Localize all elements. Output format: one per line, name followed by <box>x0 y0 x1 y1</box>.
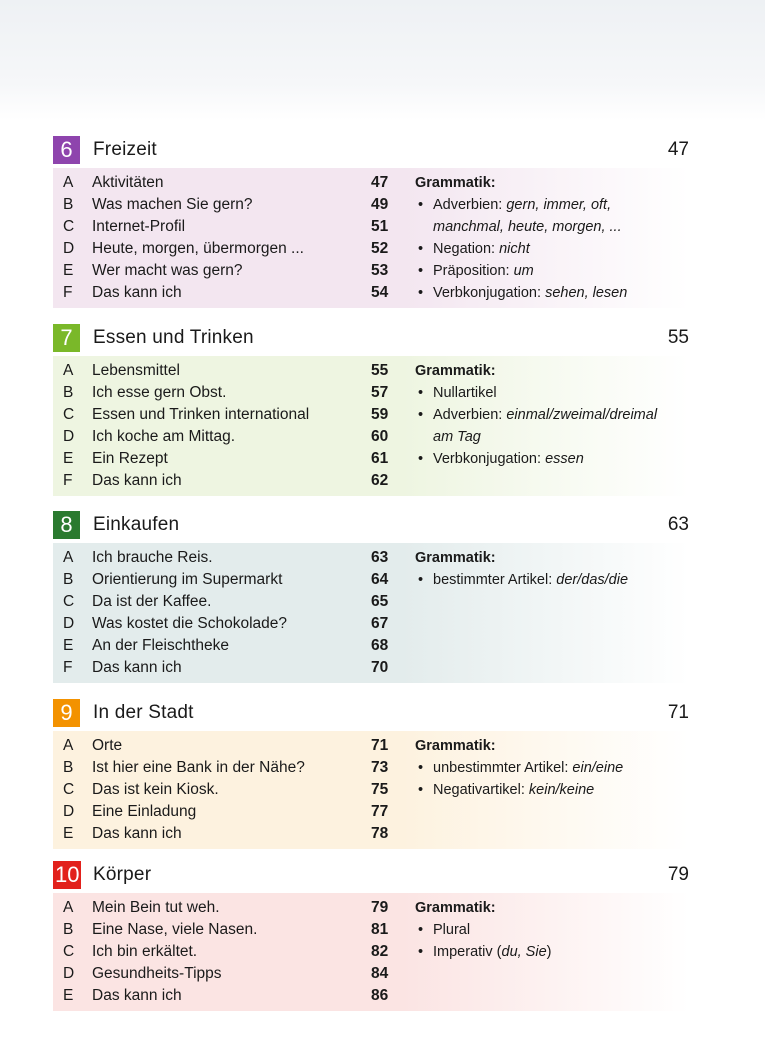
lesson-page-number: 81 <box>371 921 389 938</box>
grammar-item <box>415 569 687 591</box>
lesson-page-number: 54 <box>371 284 389 301</box>
lesson-title: Da ist der Kaffee. <box>92 593 212 610</box>
lesson-letter: E <box>63 450 74 467</box>
chapter-number-badge: 9 <box>53 699 80 727</box>
chapter-header <box>53 511 689 543</box>
lesson-title: Ich brauche Reis. <box>92 549 213 566</box>
grammar-item-example: ein/eine <box>572 760 624 776</box>
chapter-lesson-band <box>53 168 689 308</box>
lesson-title: Gesundheits-Tipps <box>92 965 222 982</box>
lesson-letter: B <box>63 196 74 213</box>
grammar-item-continuation: am Tag <box>433 429 481 445</box>
grammar-item-label: Präposition: <box>433 263 514 279</box>
lesson-letter: E <box>63 987 74 1004</box>
grammar-box <box>415 735 687 801</box>
top-header-band <box>0 0 765 120</box>
grammar-item-label: Verbkonjugation: <box>433 285 546 301</box>
grammar-item-label: Negation: <box>433 241 500 257</box>
lesson-title: Orientierung im Supermarkt <box>92 571 283 588</box>
lesson-page-number: 64 <box>371 571 389 588</box>
lesson-page-number: 78 <box>371 825 389 842</box>
lesson-title: Das kann ich <box>92 825 182 842</box>
grammar-item <box>415 260 687 282</box>
grammar-heading: Grammatik: <box>415 550 496 566</box>
lesson-page-number: 77 <box>371 803 389 820</box>
chapter-number-badge: 7 <box>53 324 80 352</box>
chapter-title: In der Stadt <box>93 702 194 723</box>
lesson-page-number: 84 <box>371 965 389 982</box>
grammar-item-label: Nullartikel <box>433 385 497 401</box>
lesson-page-number: 60 <box>371 428 389 445</box>
lesson-title: Orte <box>92 737 123 754</box>
chapter-7 <box>53 324 689 496</box>
grammar-item <box>415 779 687 801</box>
grammar-item-example: du, Sie <box>501 944 547 960</box>
grammar-heading: Grammatik: <box>415 900 496 916</box>
grammar-item-label: bestimmter Artikel: <box>433 572 557 588</box>
chapter-8 <box>53 511 689 683</box>
lesson-letter: F <box>63 659 73 676</box>
grammar-box <box>415 547 687 591</box>
lesson-letter: E <box>63 262 74 279</box>
chapter-lesson-band <box>53 893 689 1011</box>
lesson-letter: C <box>63 406 75 423</box>
lesson-letter: A <box>63 362 74 379</box>
lesson-title: Das kann ich <box>92 284 182 301</box>
grammar-item-suffix: ) <box>546 944 552 960</box>
lesson-letter: C <box>63 943 75 960</box>
grammar-item-label: Adverbien: <box>433 197 507 213</box>
grammar-item-example: essen <box>545 451 584 467</box>
lesson-letter: D <box>63 803 75 820</box>
lesson-title: Ich koche am Mittag. <box>92 428 236 445</box>
lesson-letter: A <box>63 549 74 566</box>
chapter-page-number: 79 <box>667 864 689 885</box>
lesson-letter: D <box>63 615 75 632</box>
chapter-number-badge: 6 <box>53 136 80 164</box>
chapter-header <box>53 699 689 731</box>
grammar-item <box>415 382 687 404</box>
chapter-header <box>53 324 689 356</box>
grammar-item-label: Negativartikel: <box>433 782 529 798</box>
chapter-10 <box>53 861 689 1011</box>
lesson-title: Internet-Profil <box>92 218 186 235</box>
grammar-item-example: sehen, lesen <box>545 285 628 301</box>
chapter-6 <box>53 136 689 308</box>
lesson-title: Aktivitäten <box>92 174 164 191</box>
grammar-item <box>415 282 687 304</box>
lesson-letter: E <box>63 825 74 842</box>
lesson-page-number: 49 <box>371 196 389 213</box>
lesson-page-number: 67 <box>371 615 389 632</box>
grammar-item <box>415 448 687 470</box>
lesson-title: Das ist kein Kiosk. <box>92 781 219 798</box>
grammar-item-label: unbestimmter Artikel: <box>433 760 573 776</box>
lesson-letter: E <box>63 637 74 654</box>
grammar-item-continuation: manchmal, heute, morgen, ... <box>433 219 622 235</box>
lesson-title: Ist hier eine Bank in der Nähe? <box>92 759 305 776</box>
lesson-title: Eine Nase, viele Nasen. <box>92 921 258 938</box>
lesson-row <box>53 963 689 985</box>
lesson-title: Ein Rezept <box>92 450 168 467</box>
grammar-item-label: Imperativ ( <box>433 944 502 960</box>
chapter-lesson-band <box>53 543 689 683</box>
lesson-title: Was kostet die Schokolade? <box>92 615 288 632</box>
lesson-title: Heute, morgen, übermorgen ... <box>92 240 304 257</box>
lesson-title: Das kann ich <box>92 472 182 489</box>
grammar-item-label: Verbkonjugation: <box>433 451 546 467</box>
lesson-letter: A <box>63 899 74 916</box>
lesson-page-number: 55 <box>371 362 389 379</box>
lesson-row <box>53 657 689 679</box>
grammar-item-example: der/das/die <box>556 572 629 588</box>
lesson-letter: A <box>63 174 74 191</box>
lesson-letter: C <box>63 781 75 798</box>
lesson-page-number: 71 <box>371 737 389 754</box>
chapter-title: Einkaufen <box>93 514 180 535</box>
grammar-item <box>415 941 687 963</box>
grammar-item-example: gern, immer, oft, <box>506 197 612 213</box>
lesson-page-number: 75 <box>371 781 389 798</box>
lesson-page-number: 73 <box>371 759 389 776</box>
lesson-page-number: 65 <box>371 593 389 610</box>
grammar-box <box>415 360 687 470</box>
lesson-letter: C <box>63 593 75 610</box>
lesson-page-number: 59 <box>371 406 389 423</box>
lesson-page-number: 53 <box>371 262 389 279</box>
lesson-letter: C <box>63 218 75 235</box>
lesson-row <box>53 613 689 635</box>
lesson-page-number: 52 <box>371 240 389 257</box>
chapter-9 <box>53 699 689 849</box>
lesson-letter: B <box>63 921 74 938</box>
lesson-title: Wer macht was gern? <box>92 262 243 279</box>
lesson-title: Was machen Sie gern? <box>92 196 253 213</box>
lesson-page-number: 70 <box>371 659 389 676</box>
grammar-item <box>415 404 687 426</box>
lesson-letter: A <box>63 737 74 754</box>
lesson-page-number: 68 <box>371 637 389 654</box>
lesson-letter: B <box>63 571 74 588</box>
chapter-number-badge: 8 <box>53 511 80 539</box>
lesson-page-number: 86 <box>371 987 389 1004</box>
lesson-title: Das kann ich <box>92 987 182 1004</box>
lesson-title: An der Fleischtheke <box>92 637 229 654</box>
chapter-page-number: 55 <box>667 327 689 348</box>
chapter-lesson-band <box>53 731 689 849</box>
lesson-page-number: 57 <box>371 384 389 401</box>
grammar-item-label: Adverbien: <box>433 407 507 423</box>
lesson-page-number: 62 <box>371 472 389 489</box>
grammar-item-label: Plural <box>433 922 471 938</box>
lesson-row <box>53 591 689 613</box>
chapter-title: Essen und Trinken <box>93 327 254 348</box>
grammar-item-example: nicht <box>499 241 530 257</box>
lesson-letter: F <box>63 472 73 489</box>
chapter-page-number: 63 <box>667 514 689 535</box>
grammar-box <box>415 897 687 963</box>
grammar-item <box>415 919 687 941</box>
chapter-title: Körper <box>93 864 152 885</box>
lesson-letter: D <box>63 428 75 445</box>
lesson-letter: B <box>63 384 74 401</box>
lesson-page-number: 82 <box>371 943 389 960</box>
lesson-page-number: 47 <box>371 174 389 191</box>
lesson-row <box>53 985 689 1007</box>
grammar-heading: Grammatik: <box>415 363 496 379</box>
lesson-letter: F <box>63 284 73 301</box>
chapter-title: Freizeit <box>93 139 157 160</box>
lesson-title: Mein Bein tut weh. <box>92 899 220 916</box>
grammar-box <box>415 172 687 304</box>
grammar-item-example: um <box>513 263 534 279</box>
grammar-item <box>415 238 687 260</box>
chapter-number-badge: 10 <box>55 862 80 887</box>
chapter-page-number: 71 <box>667 702 689 723</box>
lesson-row <box>53 823 689 845</box>
lesson-page-number: 61 <box>371 450 389 467</box>
chapter-page-number: 47 <box>667 139 689 160</box>
grammar-item <box>415 194 687 216</box>
lesson-title: Das kann ich <box>92 659 182 676</box>
lesson-row <box>53 635 689 657</box>
chapter-header <box>53 136 689 168</box>
lesson-title: Essen und Trinken international <box>92 406 310 423</box>
lesson-row <box>53 801 689 823</box>
grammar-item-example: kein/keine <box>528 782 595 798</box>
grammar-heading: Grammatik: <box>415 175 496 191</box>
lesson-title: Ich bin erkältet. <box>92 943 198 960</box>
lesson-letter: B <box>63 759 74 776</box>
lesson-page-number: 79 <box>371 899 389 916</box>
chapter-lesson-band <box>53 356 689 496</box>
lesson-title: Eine Einladung <box>92 803 197 820</box>
lesson-letter: D <box>63 240 75 257</box>
lesson-row <box>53 470 689 492</box>
grammar-item-example: einmal/zweimal/dreimal <box>506 407 658 423</box>
chapter-header <box>53 861 689 893</box>
lesson-letter: D <box>63 965 75 982</box>
lesson-title: Ich esse gern Obst. <box>92 384 227 401</box>
lesson-title: Lebensmittel <box>92 362 180 379</box>
lesson-page-number: 51 <box>371 218 389 235</box>
grammar-heading: Grammatik: <box>415 738 496 754</box>
grammar-item <box>415 757 687 779</box>
lesson-page-number: 63 <box>371 549 389 566</box>
